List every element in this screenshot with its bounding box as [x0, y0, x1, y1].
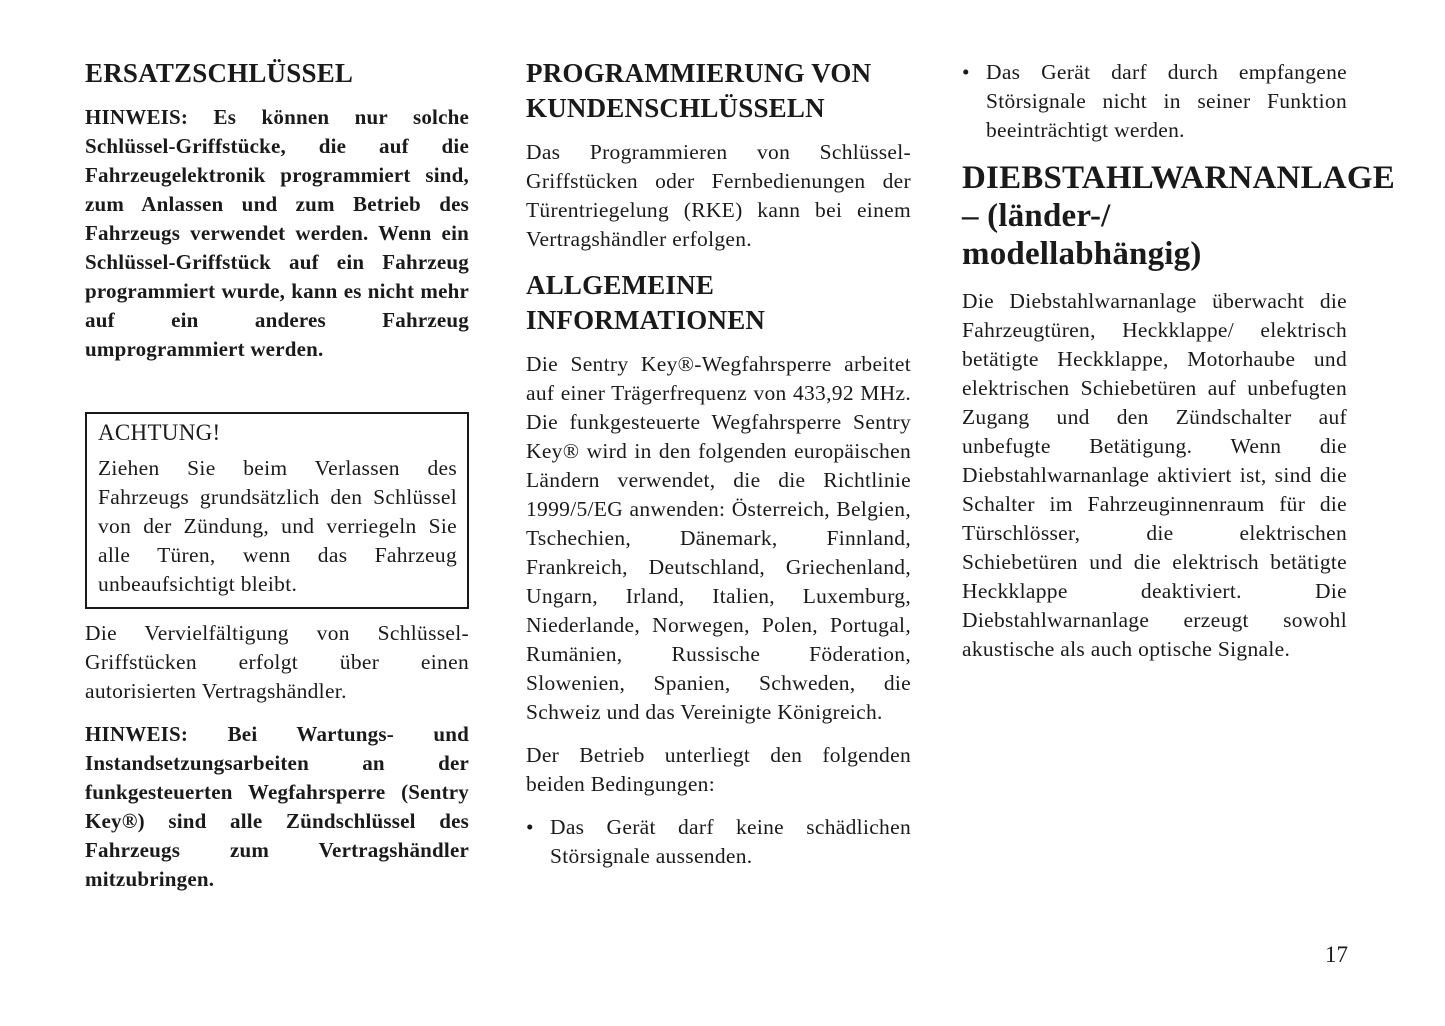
column-left: [85, 56, 469, 908]
column-right: [962, 58, 1395, 678]
paragraph-key-duplication: Die Vervielfältigung von Schlüssel-Griffstücken erfolgt über einen autorisierten Vertragshändler.: [85, 621, 469, 703]
paragraph-programming: Das Programmieren von Schlüssel-Griffstücken oder Fernbedienungen der Türentriegelung (RKE) kann bei einem Vertragshändler erfolgen.: [526, 140, 911, 251]
list-item-text: Das Gerät darf keine schädlichen Störsignale aussenden.: [550, 815, 911, 868]
heading-allgemeine-informationen: ALLGEMEINE INFORMATIONEN: [526, 270, 766, 335]
warning-box: [85, 412, 469, 609]
heading-programmierung: PROGRAMMIERUNG VON KUNDENSCHLÜSSELN: [526, 58, 872, 123]
note-text: Bei Wartungs- und Instandsetzungsarbeiten an der funkgesteuerten Wegfahrsperre (Sentry Key®) sind alle Zündschlüssel des Fahrzeugs zum Vertragshändler mitzubringen.: [85, 722, 470, 891]
paragraph-sentry-key: Die Sentry Key®-Wegfahrsperre arbeitet auf einer Trägerfrequenz von 433,92 MHz. Die funkgesteuerte Wegfahrsperre Sentry Key® wird in den folgenden europäischen Ländern verwendet, die die Richtlinie 1999/5/EG anwenden: Österreich, Belgien, Tschechien, Dänemark, Finnland, Frankreich, Deutschland, Griechenland, Ungarn, Irland, Italien, Luxemburg, Niederlande, Norwegen, Polen, Portugal, Rumänien, Russische Föderation, Slowenien, Spanien, Schweden, die Schweiz und das Vereinigte Königreich.: [526, 352, 911, 724]
conditions-list-continued: [962, 58, 1347, 145]
bullet-icon: •: [526, 815, 534, 839]
heading-ersatzschluessel: ERSATZSCHLÜSSEL: [85, 58, 354, 88]
bullet-icon: •: [962, 60, 970, 84]
note-text: Es können nur solche Schlüssel-Griffstücke, die auf die Fahrzeugelektronik programmiert sind, zum Anlassen und zum Betrieb des Fahrzeugs verwendet werden. Wenn ein Schlüssel-Griffstück auf ein Fahrzeug programmiert wurde, kann es nicht mehr auf ein anderes Fahrzeug umprogrammiert werden.: [85, 105, 469, 361]
note-label: HINWEIS:: [85, 105, 189, 129]
column-middle: [526, 56, 911, 885]
note-label: HINWEIS:: [85, 722, 189, 746]
heading-diebstahlwarnanlage: DIEBSTAHLWARNANLAGE – (länder-/ modellabhängig): [962, 160, 1395, 272]
warning-title: ACHTUNG!: [98, 420, 221, 445]
note-service: [85, 720, 469, 894]
paragraph-alarm-system: Die Diebstahlwarnanlage überwacht die Fahrzeugtüren, Heckklappe/ elektrisch betätigte Heckklappe, Motorhaube und elektrischen Schiebetüren auf unbefugten Zugang und den Zündschalter auf unbefugte Betätigung. Wenn die Diebstahlwarnanlage aktiviert ist, sind die Schalter im Fahrzeuginnenraum für die Türschlösser, die elektrischen Schiebetüren und die elektrisch betätigte Heckklappe deaktiviert. Die Diebstahlwarnanlage erzeugt sowohl akustische als auch optische Signale.: [962, 289, 1347, 661]
warning-text: Ziehen Sie beim Verlassen des Fahrzeugs grundsätzlich den Schlüssel von der Zündung, und verriegeln Sie alle Türen, wenn das Fahrzeug unbeaufsichtigt bleibt.: [98, 456, 457, 596]
list-item-text: Das Gerät darf durch empfangene Störsignale nicht in seiner Funktion beeinträchtigt werden.: [986, 60, 1347, 142]
conditions-list: [526, 813, 911, 871]
note-reprogramming: [85, 103, 469, 364]
list-item: [962, 58, 1347, 145]
list-item: [526, 813, 911, 871]
paragraph-conditions: Der Betrieb unterliegt den folgenden beiden Bedingungen:: [526, 743, 911, 796]
page-number: 17: [1325, 942, 1348, 967]
